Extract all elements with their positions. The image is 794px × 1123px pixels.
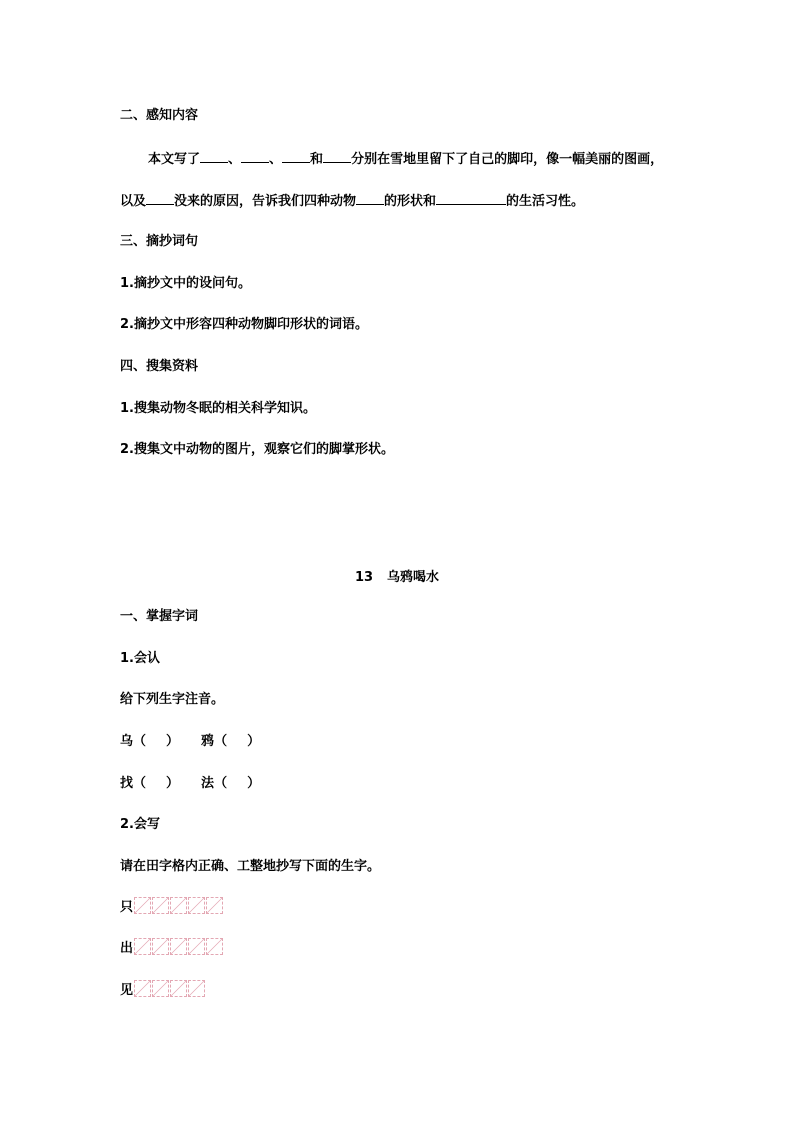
text-fragment: 的生活习性。 xyxy=(506,194,585,209)
lesson-sub-2: 2.会写 xyxy=(120,817,160,832)
fill-blank[interactable] xyxy=(241,150,269,163)
paren-close: ） xyxy=(247,776,261,791)
text-fragment: 的形状和 xyxy=(384,194,437,209)
text-fragment: 分别在雪地里留下了自己的脚印，像一幅美丽的图画， xyxy=(351,152,664,167)
fill-blank[interactable] xyxy=(200,150,228,163)
pinyin-row-1 xyxy=(120,733,260,751)
paren-open: （ xyxy=(133,734,147,749)
lesson-heading-1: 一、掌握字词 xyxy=(120,609,199,624)
section-2-paragraph-line-1 xyxy=(148,150,663,169)
lesson-instruction-2: 请在田字格内正确、工整地抄写下面的生字。 xyxy=(120,859,381,874)
fill-blank[interactable] xyxy=(436,192,506,205)
tianzige-grid xyxy=(134,980,206,997)
writing-row-1 xyxy=(120,895,224,915)
pinyin-char: 鸦 xyxy=(201,734,215,749)
tianzige-grid xyxy=(134,938,224,955)
paren-close: ） xyxy=(166,734,180,749)
tianzige-box[interactable] xyxy=(152,938,169,955)
tianzige-box[interactable] xyxy=(134,897,151,914)
section-2-heading: 二、感知内容 xyxy=(120,108,199,123)
tianzige-box[interactable] xyxy=(152,897,169,914)
text-fragment: 、 xyxy=(269,152,283,167)
paren-open: （ xyxy=(133,776,147,791)
pinyin-char: 找 xyxy=(120,776,134,791)
tianzige-box[interactable] xyxy=(188,938,205,955)
writing-row-2 xyxy=(120,936,224,956)
text-fragment: 没来的原因，告诉我们四种动物 xyxy=(174,194,357,209)
text-fragment: 以及 xyxy=(120,194,147,209)
section-4-item-1: 1.搜集动物冬眠的相关科学知识。 xyxy=(120,401,316,416)
fill-blank[interactable] xyxy=(146,192,174,205)
tianzige-grid xyxy=(134,897,224,914)
section-3-item-2: 2.摘抄文中形容四种动物脚印形状的词语。 xyxy=(120,317,368,332)
section-4-item-2: 2.搜集文中动物的图片，观察它们的脚掌形状。 xyxy=(120,442,394,457)
lesson-title xyxy=(0,566,794,585)
tianzige-box[interactable] xyxy=(188,897,205,914)
lesson-name: 乌鸦喝水 xyxy=(387,570,440,585)
section-3-item-1: 1.摘抄文中的设问句。 xyxy=(120,276,251,291)
lesson-sub-1: 1.会认 xyxy=(120,651,160,666)
lesson-instruction-1: 给下列生字注音。 xyxy=(120,692,225,707)
pinyin-char: 乌 xyxy=(120,734,134,749)
tianzige-box[interactable] xyxy=(206,897,223,914)
writing-row-3 xyxy=(120,978,206,998)
section-2-paragraph-line-2 xyxy=(120,192,584,211)
writing-char: 见 xyxy=(120,982,134,998)
fill-blank[interactable] xyxy=(282,150,310,163)
paren-close: ） xyxy=(166,776,180,791)
lesson-number: 13 xyxy=(354,570,374,585)
writing-char: 出 xyxy=(120,940,134,956)
tianzige-box[interactable] xyxy=(170,938,187,955)
tianzige-box[interactable] xyxy=(170,980,187,997)
tianzige-box[interactable] xyxy=(206,938,223,955)
paren-close: ） xyxy=(247,734,261,749)
tianzige-box[interactable] xyxy=(134,980,151,997)
tianzige-box[interactable] xyxy=(188,980,205,997)
section-4-heading: 四、搜集资料 xyxy=(120,359,199,374)
tianzige-box[interactable] xyxy=(170,897,187,914)
tianzige-box[interactable] xyxy=(134,938,151,955)
pinyin-char: 法 xyxy=(201,776,215,791)
pinyin-row-2 xyxy=(120,775,260,793)
fill-blank[interactable] xyxy=(323,150,351,163)
paren-open: （ xyxy=(214,734,228,749)
tianzige-box[interactable] xyxy=(152,980,169,997)
section-3-heading: 三、摘抄词句 xyxy=(120,234,199,249)
text-fragment: 、 xyxy=(228,152,242,167)
text-fragment: 本文写了 xyxy=(148,152,201,167)
paren-open: （ xyxy=(214,776,228,791)
writing-char: 只 xyxy=(120,899,134,915)
fill-blank[interactable] xyxy=(356,192,384,205)
text-fragment: 和 xyxy=(310,152,324,167)
